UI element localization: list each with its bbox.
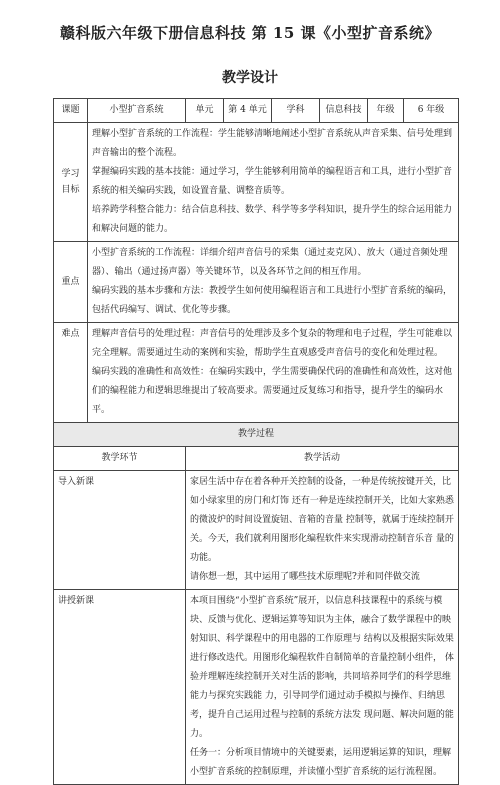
activity-paragraph: 家居生活中存在着各种开关控制的设备，一种是传统按键开关，比如小绿家里的房门和灯饰 还有一种是连续控制开关，比如大家熟悉的微波炉的时间设置旋钮、音箱的音量 控制等，就属于连续控制开关。今天，我们就利用图形化编程软件来实现滑动控制音乐音 量的功能。 — [190, 477, 454, 563]
goals-label-line2: 目标 — [61, 185, 80, 195]
goal-paragraph: 培养跨学科整合能力：结合信息科技、数学、科学等多学科知识，提升学生的综合运用能力和解决问题的能力。 — [92, 205, 453, 234]
goals-label-line1: 学习 — [61, 169, 80, 179]
key-points-row — [54, 242, 459, 323]
difficulties-row — [54, 323, 459, 423]
goal-paragraph: 掌握编码实践的基本技能：通过学习，学生能够利用简单的编程语言和工具，进行小型扩音系统的相关编码实践，如设置音量、调整音质等。 — [92, 167, 453, 196]
activity-column-header: 教学活动 — [186, 447, 459, 471]
process-row — [54, 471, 459, 590]
goals-row — [54, 123, 459, 242]
process-stage: 讲授新课 — [54, 590, 186, 785]
document-subtitle: 教学设计 — [222, 70, 278, 86]
grade-label: 年级 — [368, 99, 404, 123]
unit-value: 第 4 单元 — [224, 99, 272, 123]
goal-paragraph: 理解小型扩音系统的工作流程：学生能够清晰地阐述小型扩音系统从声音采集、信号处理到声音输出的整个流程。 — [92, 129, 453, 158]
goals-content — [88, 123, 459, 242]
lesson-value: 小型扩音系统 — [88, 99, 186, 123]
document-title: 赣科版六年级下册信息科技 第 15 课《小型扩音系统》 — [59, 24, 441, 42]
grade-value: 6 年级 — [404, 99, 459, 123]
process-activity — [186, 590, 459, 785]
process-row — [54, 590, 459, 785]
subject-label: 学科 — [272, 99, 320, 123]
key-point-paragraph: 小型扩音系统的工作流程：详细介绍声音信号的采集（通过麦克风）、放大（通过音频处理器）、输出（通过扬声器）等关键环节，以及各环节之间的相互作用。 — [92, 248, 448, 277]
process-header-row — [54, 447, 459, 471]
difficulties-label: 难点 — [54, 323, 88, 423]
process-title-row — [54, 423, 459, 447]
process-stage: 导入新课 — [54, 471, 186, 590]
subject-value: 信息科技 — [320, 99, 368, 123]
stage-column-header: 教学环节 — [54, 447, 186, 471]
key-point-paragraph: 编码实践的基本步骤和方法：教授学生如何使用编程语言和工具进行小型扩音系统的编码，包括代码编写、调试、优化等步骤。 — [92, 286, 453, 315]
lesson-label: 课题 — [54, 99, 88, 123]
lesson-plan-table — [53, 98, 459, 785]
difficulties-content — [88, 323, 459, 423]
activity-paragraph: 本项目围绕“小型扩音系统”展开，以信息科技课程中的系统与模块、反馈与优化、逻辑运算等知识为主体，融合了数学课程中的映射知识、科学课程中的用电器的工作原理与 结构以及根据实际效果进行修改迭代。用图形化编程软件自制简单的音量控制小组件， 体验并理解连续控制开关对生活的影响，共同培养同学们的科学思维能力与探究实践能 力，引导同学们通过动手模拟与操作、归纳思考，提升自己运用过程与控制的系统方法发 现问题、解决问题的能力。 — [190, 596, 454, 739]
key-points-label: 重点 — [54, 242, 88, 323]
difficulty-paragraph: 编码实践的准确性和高效性：在编码实践中，学生需要确保代码的准确性和高效性，这对他们的编程能力和逻辑思维提出了较高要求。需要通过反复练习和指导，提升学生的编码水平。 — [92, 367, 453, 415]
unit-label: 单元 — [186, 99, 224, 123]
process-activity — [186, 471, 459, 590]
info-row — [54, 99, 459, 123]
key-points-content — [88, 242, 459, 323]
activity-paragraph: 任务一：分析项目情境中的关键要素，运用逻辑运算的知识，理解小型扩音系统的控制原理，并读懂小型扩音系统的运行流程图。 — [190, 748, 452, 777]
goals-label — [54, 123, 88, 242]
process-title: 教学过程 — [54, 423, 459, 447]
activity-paragraph: 请你想一想，其中运用了哪些技术原理呢?并和同伴做交流 — [190, 572, 420, 582]
difficulty-paragraph: 理解声音信号的处理过程：声音信号的处理涉及多个复杂的物理和电子过程，学生可能难以完全理解。需要通过生动的案例和实验，帮助学生直观感受声音信号的变化和处理过程。 — [92, 329, 453, 358]
